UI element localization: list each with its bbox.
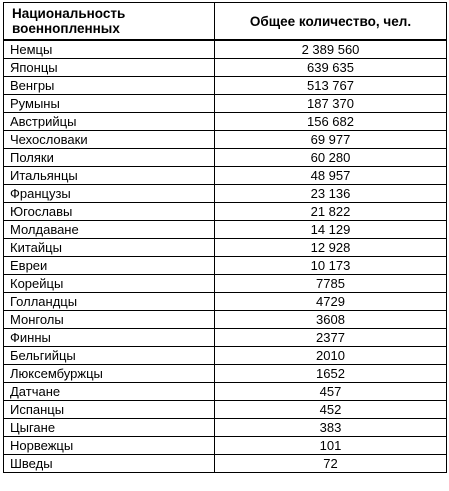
header-nationality: Национальность военнопленных bbox=[4, 3, 215, 41]
nationality-cell: Чехословаки bbox=[4, 131, 215, 149]
pow-nationality-table bbox=[3, 2, 447, 473]
total-cell: 72 bbox=[215, 455, 447, 473]
table-row bbox=[4, 239, 447, 257]
total-cell: 156 682 bbox=[215, 113, 447, 131]
total-cell: 187 370 bbox=[215, 95, 447, 113]
nationality-cell: Молдаване bbox=[4, 221, 215, 239]
nationality-cell: Финны bbox=[4, 329, 215, 347]
table-row bbox=[4, 77, 447, 95]
nationality-cell: Люксембуржцы bbox=[4, 365, 215, 383]
table-header bbox=[4, 3, 447, 41]
table-row bbox=[4, 257, 447, 275]
total-cell: 639 635 bbox=[215, 59, 447, 77]
nationality-cell: Шведы bbox=[4, 455, 215, 473]
nationality-cell: Австрийцы bbox=[4, 113, 215, 131]
nationality-cell: Голландцы bbox=[4, 293, 215, 311]
table-row bbox=[4, 221, 447, 239]
table-row bbox=[4, 167, 447, 185]
nationality-cell: Евреи bbox=[4, 257, 215, 275]
nationality-cell: Югославы bbox=[4, 203, 215, 221]
nationality-cell: Испанцы bbox=[4, 401, 215, 419]
nationality-cell: Румыны bbox=[4, 95, 215, 113]
total-cell: 23 136 bbox=[215, 185, 447, 203]
table-row bbox=[4, 455, 447, 473]
total-cell: 60 280 bbox=[215, 149, 447, 167]
table-row bbox=[4, 149, 447, 167]
table-row bbox=[4, 203, 447, 221]
total-cell: 2010 bbox=[215, 347, 447, 365]
nationality-cell: Корейцы bbox=[4, 275, 215, 293]
nationality-cell: Цыгане bbox=[4, 419, 215, 437]
nationality-cell: Поляки bbox=[4, 149, 215, 167]
table-row bbox=[4, 185, 447, 203]
nationality-cell: Датчане bbox=[4, 383, 215, 401]
total-cell: 10 173 bbox=[215, 257, 447, 275]
total-cell: 383 bbox=[215, 419, 447, 437]
table-row bbox=[4, 383, 447, 401]
header-total: Общее количество, чел. bbox=[215, 3, 447, 41]
table-row bbox=[4, 419, 447, 437]
table-row bbox=[4, 113, 447, 131]
nationality-cell: Немцы bbox=[4, 40, 215, 59]
nationality-cell: Норвежцы bbox=[4, 437, 215, 455]
total-cell: 457 bbox=[215, 383, 447, 401]
total-cell: 12 928 bbox=[215, 239, 447, 257]
total-cell: 452 bbox=[215, 401, 447, 419]
total-cell: 101 bbox=[215, 437, 447, 455]
total-cell: 1652 bbox=[215, 365, 447, 383]
table-row bbox=[4, 437, 447, 455]
table-row bbox=[4, 311, 447, 329]
table-row bbox=[4, 347, 447, 365]
pow-table-container bbox=[3, 2, 446, 473]
total-cell: 7785 bbox=[215, 275, 447, 293]
total-cell: 4729 bbox=[215, 293, 447, 311]
table-row bbox=[4, 59, 447, 77]
nationality-cell: Бельгийцы bbox=[4, 347, 215, 365]
total-cell: 21 822 bbox=[215, 203, 447, 221]
total-cell: 69 977 bbox=[215, 131, 447, 149]
total-cell: 48 957 bbox=[215, 167, 447, 185]
table-body bbox=[4, 40, 447, 473]
total-cell: 513 767 bbox=[215, 77, 447, 95]
table-row bbox=[4, 329, 447, 347]
nationality-cell: Венгры bbox=[4, 77, 215, 95]
table-row bbox=[4, 275, 447, 293]
total-cell: 3608 bbox=[215, 311, 447, 329]
header-row bbox=[4, 3, 447, 41]
table-row bbox=[4, 40, 447, 59]
table-row bbox=[4, 365, 447, 383]
table-row bbox=[4, 401, 447, 419]
nationality-cell: Итальянцы bbox=[4, 167, 215, 185]
total-cell: 2 389 560 bbox=[215, 40, 447, 59]
nationality-cell: Китайцы bbox=[4, 239, 215, 257]
nationality-cell: Французы bbox=[4, 185, 215, 203]
total-cell: 2377 bbox=[215, 329, 447, 347]
table-row bbox=[4, 131, 447, 149]
table-row bbox=[4, 293, 447, 311]
total-cell: 14 129 bbox=[215, 221, 447, 239]
nationality-cell: Монголы bbox=[4, 311, 215, 329]
table-row bbox=[4, 95, 447, 113]
nationality-cell: Японцы bbox=[4, 59, 215, 77]
